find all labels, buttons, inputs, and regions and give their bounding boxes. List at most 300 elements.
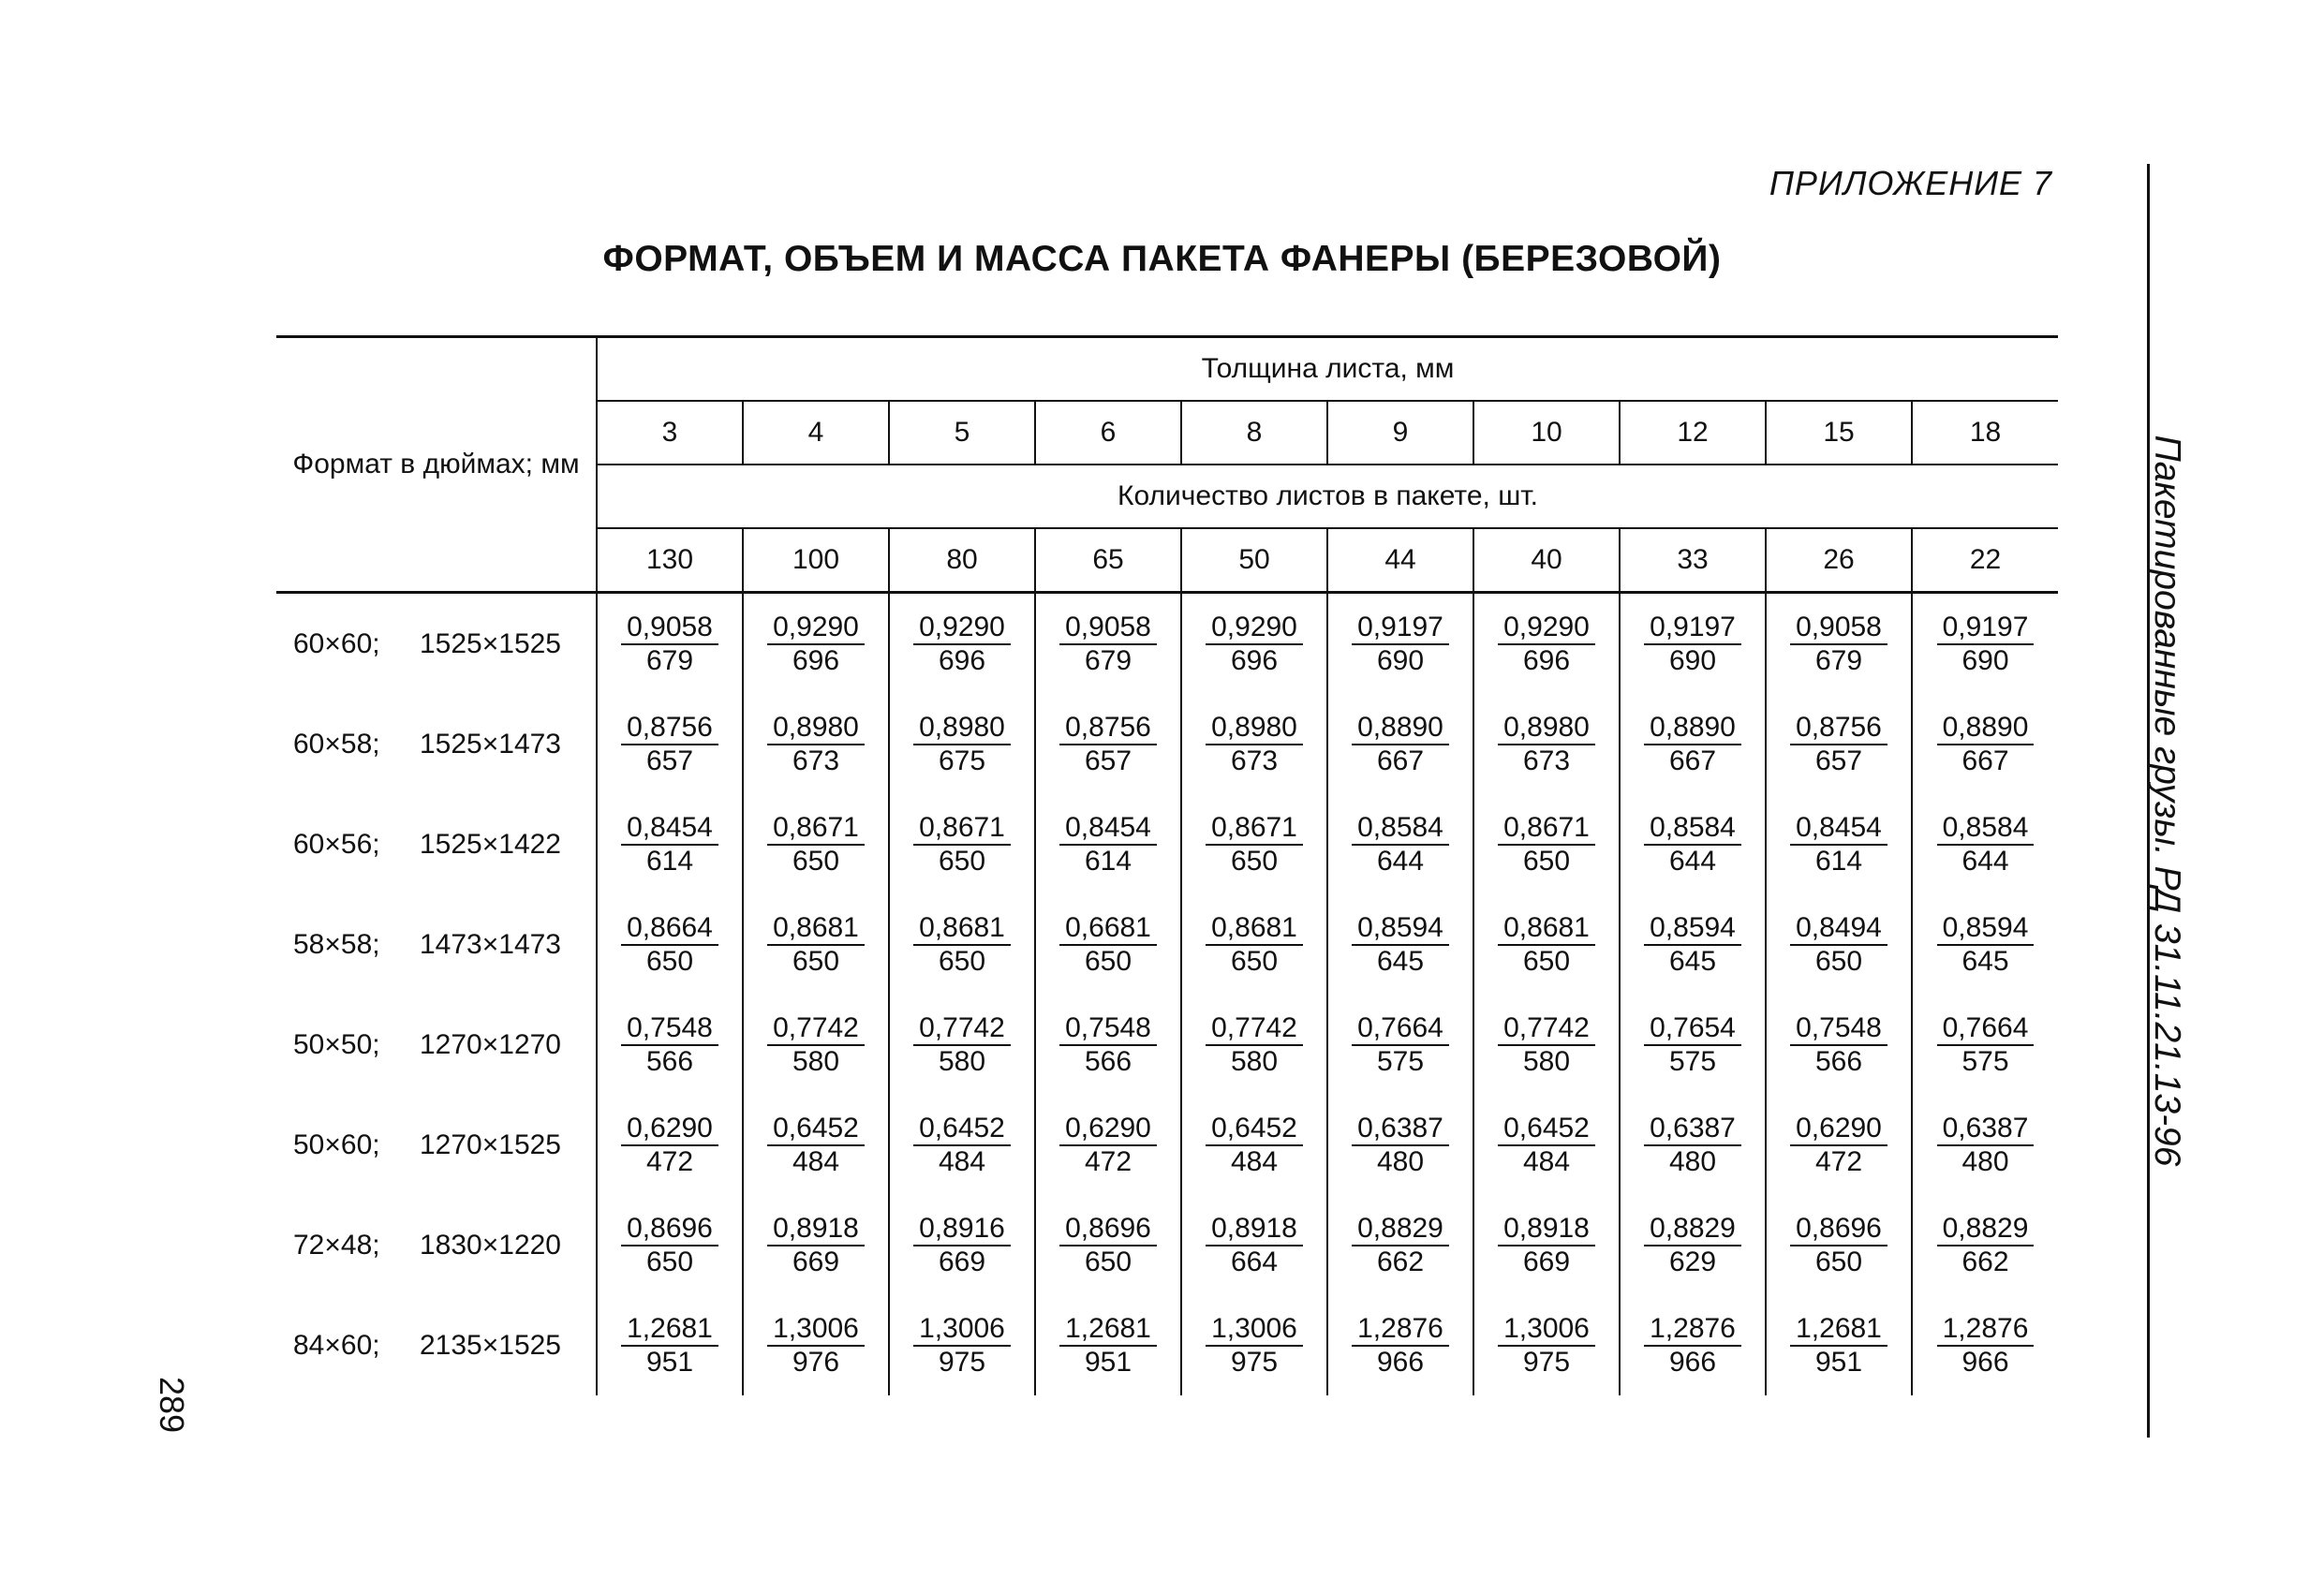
volume-mass-fraction	[1059, 712, 1157, 777]
format-inches: 60×60;	[293, 627, 380, 659]
mass-value: 975	[938, 1346, 986, 1378]
table-row	[276, 1295, 2058, 1395]
data-cell	[1912, 794, 2058, 894]
data-cell	[1766, 995, 1912, 1095]
volume-value: 0,7548	[1790, 1012, 1887, 1046]
data-cell	[1620, 694, 1766, 794]
volume-value: 0,6452	[767, 1113, 865, 1146]
volume-mass-fraction	[767, 1113, 865, 1178]
volume-value: 0,6387	[1644, 1113, 1741, 1146]
mass-value: 951	[1814, 1346, 1863, 1378]
data-cell	[597, 894, 743, 995]
volume-value: 0,6387	[1352, 1113, 1449, 1146]
mass-value: 667	[1376, 745, 1425, 776]
data-cell	[1766, 593, 1912, 695]
thickness-cell: 6	[1035, 401, 1181, 465]
volume-value: 0,7664	[1937, 1012, 2035, 1046]
data-cell	[1620, 1195, 1766, 1295]
mass-value: 673	[792, 745, 840, 776]
format-cell	[276, 593, 597, 695]
volume-value: 1,3006	[1206, 1313, 1303, 1347]
volume-mass-fraction	[1498, 1113, 1595, 1178]
data-cell	[1035, 794, 1181, 894]
format-cell	[276, 995, 597, 1095]
data-cell	[1473, 794, 1620, 894]
mass-value: 480	[1376, 1145, 1425, 1177]
mass-value: 696	[938, 644, 986, 676]
volume-value: 1,3006	[767, 1313, 865, 1347]
volume-value: 0,8671	[767, 812, 865, 846]
volume-value: 0,8594	[1644, 912, 1741, 946]
data-cell	[743, 1095, 889, 1195]
mass-value: 480	[1668, 1145, 1717, 1177]
mass-value: 657	[1084, 745, 1132, 776]
mass-value: 650	[792, 845, 840, 877]
mass-value: 667	[1668, 745, 1717, 776]
mass-value: 975	[1522, 1346, 1571, 1378]
mass-value: 657	[1814, 745, 1863, 776]
mass-value: 472	[1084, 1145, 1132, 1177]
data-cell	[889, 694, 1035, 794]
volume-mass-fraction	[621, 1213, 718, 1278]
mass-value: 657	[645, 745, 694, 776]
volume-mass-fraction	[1206, 1213, 1303, 1278]
data-cell	[1327, 894, 1473, 995]
volume-mass-fraction	[913, 612, 1011, 677]
volume-mass-fraction	[1059, 1313, 1157, 1379]
data-cell	[597, 694, 743, 794]
volume-value: 0,8696	[1790, 1213, 1887, 1246]
volume-value: 0,9290	[913, 612, 1011, 645]
volume-value: 1,2876	[1644, 1313, 1741, 1347]
data-cell	[1766, 1095, 1912, 1195]
volume-value: 0,8681	[1498, 912, 1595, 946]
appendix-label: ПРИЛОЖЕНИЕ 7	[1769, 164, 2052, 202]
mass-value: 480	[1961, 1145, 2009, 1177]
plywood-table	[276, 335, 2058, 1395]
mass-value: 472	[1814, 1145, 1863, 1177]
volume-value: 0,8494	[1790, 912, 1887, 946]
count-cell: 130	[597, 528, 743, 593]
volume-mass-fraction	[1352, 1012, 1449, 1078]
volume-mass-fraction	[1937, 812, 2035, 878]
volume-value: 0,8594	[1352, 912, 1449, 946]
data-cell	[743, 593, 889, 695]
data-cell	[597, 794, 743, 894]
mass-value: 580	[792, 1045, 840, 1077]
volume-mass-fraction	[1790, 1012, 1887, 1078]
volume-mass-fraction	[1059, 912, 1157, 978]
mass-value: 696	[792, 644, 840, 676]
mass-value: 566	[1084, 1045, 1132, 1077]
data-cell	[1912, 1195, 2058, 1295]
volume-mass-fraction	[1352, 812, 1449, 878]
data-cell	[1327, 694, 1473, 794]
volume-value: 0,9058	[1059, 612, 1157, 645]
data-cell	[1181, 1295, 1327, 1395]
format-mm: 1525×1422	[420, 828, 561, 860]
volume-mass-fraction	[1352, 1313, 1449, 1379]
data-cell	[1473, 894, 1620, 995]
mass-value: 662	[1961, 1246, 2009, 1277]
data-cell	[1912, 694, 2058, 794]
mass-value: 696	[1230, 644, 1279, 676]
mass-value: 650	[1522, 845, 1571, 877]
volume-mass-fraction	[913, 1213, 1011, 1278]
mass-value: 650	[1230, 945, 1279, 977]
volume-value: 0,8980	[913, 712, 1011, 745]
mass-value: 645	[1961, 945, 2009, 977]
data-cell	[1035, 1295, 1181, 1395]
mass-value: 669	[792, 1246, 840, 1277]
data-cell	[1035, 995, 1181, 1095]
volume-mass-fraction	[1937, 712, 2035, 777]
mass-value: 975	[1230, 1346, 1279, 1378]
volume-value: 0,9197	[1644, 612, 1741, 645]
count-cell: 26	[1766, 528, 1912, 593]
data-cell	[1766, 694, 1912, 794]
data-cell	[1620, 1095, 1766, 1195]
mass-value: 484	[938, 1145, 986, 1177]
data-cell	[1327, 1195, 1473, 1295]
mass-value: 484	[792, 1145, 840, 1177]
count-cell: 80	[889, 528, 1035, 593]
volume-mass-fraction	[1206, 812, 1303, 878]
volume-mass-fraction	[1644, 612, 1741, 677]
volume-value: 0,6387	[1937, 1113, 2035, 1146]
volume-mass-fraction	[913, 1113, 1011, 1178]
volume-value: 0,8980	[1498, 712, 1595, 745]
volume-value: 0,7742	[1498, 1012, 1595, 1046]
data-cell	[1473, 1095, 1620, 1195]
mass-value: 629	[1668, 1246, 1717, 1277]
mass-value: 690	[1668, 644, 1717, 676]
mass-value: 580	[1522, 1045, 1571, 1077]
format-cell	[276, 1095, 597, 1195]
volume-mass-fraction	[1790, 1113, 1887, 1178]
table-row	[276, 794, 2058, 894]
mass-value: 644	[1668, 845, 1717, 877]
data-cell	[1620, 794, 1766, 894]
mass-value: 566	[645, 1045, 694, 1077]
mass-value: 966	[1961, 1346, 2009, 1378]
data-cell	[1181, 1095, 1327, 1195]
volume-mass-fraction	[1790, 812, 1887, 878]
volume-value: 0,7742	[1206, 1012, 1303, 1046]
volume-value: 0,8756	[621, 712, 718, 745]
thickness-cell: 8	[1181, 401, 1327, 465]
data-cell	[1327, 995, 1473, 1095]
thickness-cell: 9	[1327, 401, 1473, 465]
volume-mass-fraction	[1937, 1313, 2035, 1379]
mass-value: 575	[1376, 1045, 1425, 1077]
volume-mass-fraction	[1498, 1213, 1595, 1278]
data-cell	[889, 1095, 1035, 1195]
volume-value: 0,9197	[1937, 612, 2035, 645]
mass-value: 696	[1522, 644, 1571, 676]
volume-mass-fraction	[913, 712, 1011, 777]
volume-mass-fraction	[1644, 1213, 1741, 1278]
data-cell	[1181, 794, 1327, 894]
data-cell	[597, 995, 743, 1095]
mass-value: 484	[1230, 1145, 1279, 1177]
mass-value: 664	[1230, 1246, 1279, 1277]
data-cell	[1327, 593, 1473, 695]
volume-value: 0,8454	[1059, 812, 1157, 846]
format-cell	[276, 1295, 597, 1395]
volume-mass-fraction	[1352, 912, 1449, 978]
count-cell: 40	[1473, 528, 1620, 593]
format-inches: 60×56;	[293, 828, 380, 860]
volume-mass-fraction	[1206, 712, 1303, 777]
volume-mass-fraction	[621, 1313, 718, 1379]
count-header: Количество листов в пакете, шт.	[597, 465, 2058, 528]
data-cell	[1035, 894, 1181, 995]
volume-mass-fraction	[1644, 1313, 1741, 1379]
volume-value: 0,6290	[1059, 1113, 1157, 1146]
format-cell	[276, 1195, 597, 1295]
volume-mass-fraction	[621, 912, 718, 978]
volume-mass-fraction	[767, 612, 865, 677]
data-cell	[743, 894, 889, 995]
volume-mass-fraction	[1790, 1213, 1887, 1278]
volume-value: 0,8584	[1937, 812, 2035, 846]
volume-value: 1,3006	[913, 1313, 1011, 1347]
data-cell	[1181, 995, 1327, 1095]
thickness-cell: 4	[743, 401, 889, 465]
mass-value: 690	[1961, 644, 2009, 676]
volume-mass-fraction	[767, 1313, 865, 1379]
mass-value: 673	[1230, 745, 1279, 776]
format-header: Формат в дюймах; мм	[276, 337, 597, 593]
thickness-cell: 10	[1473, 401, 1620, 465]
data-cell	[743, 794, 889, 894]
data-cell	[1766, 894, 1912, 995]
mass-value: 614	[1814, 845, 1863, 877]
volume-mass-fraction	[1790, 612, 1887, 677]
mass-value: 679	[645, 644, 694, 676]
data-cell	[1620, 593, 1766, 695]
mass-value: 667	[1961, 745, 2009, 776]
volume-value: 0,8890	[1644, 712, 1741, 745]
volume-value: 1,2681	[1059, 1313, 1157, 1347]
thickness-cell: 18	[1912, 401, 2058, 465]
data-cell	[1766, 1195, 1912, 1295]
volume-mass-fraction	[1059, 1113, 1157, 1178]
volume-value: 0,8980	[767, 712, 865, 745]
volume-value: 0,6452	[1206, 1113, 1303, 1146]
format-cell	[276, 894, 597, 995]
mass-value: 645	[1376, 945, 1425, 977]
volume-value: 0,8980	[1206, 712, 1303, 745]
volume-mass-fraction	[621, 612, 718, 677]
volume-value: 1,2876	[1352, 1313, 1449, 1347]
volume-mass-fraction	[621, 712, 718, 777]
mass-value: 669	[1522, 1246, 1571, 1277]
volume-value: 0,7664	[1352, 1012, 1449, 1046]
count-cell: 50	[1181, 528, 1327, 593]
volume-mass-fraction	[1498, 1012, 1595, 1078]
volume-value: 0,8756	[1059, 712, 1157, 745]
mass-value: 966	[1668, 1346, 1717, 1378]
volume-mass-fraction	[1206, 1113, 1303, 1178]
data-cell	[1035, 593, 1181, 695]
format-mm: 1473×1473	[420, 928, 561, 960]
mass-value: 472	[645, 1145, 694, 1177]
volume-value: 0,8918	[767, 1213, 865, 1246]
volume-value: 0,8594	[1937, 912, 2035, 946]
data-cell	[889, 593, 1035, 695]
data-cell	[1035, 1095, 1181, 1195]
data-cell	[1912, 1095, 2058, 1195]
format-mm: 1270×1525	[420, 1128, 561, 1160]
mass-value: 650	[938, 945, 986, 977]
volume-mass-fraction	[913, 1012, 1011, 1078]
mass-value: 650	[1522, 945, 1571, 977]
volume-value: 0,6290	[1790, 1113, 1887, 1146]
format-inches: 50×50;	[293, 1028, 380, 1060]
format-cell	[276, 694, 597, 794]
mass-value: 484	[1522, 1145, 1571, 1177]
volume-value: 0,8584	[1644, 812, 1741, 846]
volume-mass-fraction	[1498, 1313, 1595, 1379]
volume-value: 0,8664	[621, 912, 718, 946]
thickness-cell: 5	[889, 401, 1035, 465]
volume-mass-fraction	[913, 1313, 1011, 1379]
mass-value: 644	[1961, 845, 2009, 877]
data-cell	[1620, 894, 1766, 995]
mass-value: 690	[1376, 644, 1425, 676]
volume-mass-fraction	[1937, 1113, 2035, 1178]
volume-mass-fraction	[1206, 612, 1303, 677]
table-header	[276, 337, 2058, 593]
volume-value: 0,6681	[1059, 912, 1157, 946]
volume-mass-fraction	[621, 1012, 718, 1078]
mass-value: 566	[1814, 1045, 1863, 1077]
data-cell	[889, 1295, 1035, 1395]
volume-value: 0,8829	[1352, 1213, 1449, 1246]
thickness-cell: 15	[1766, 401, 1912, 465]
volume-mass-fraction	[1498, 712, 1595, 777]
data-cell	[889, 894, 1035, 995]
volume-mass-fraction	[1352, 1113, 1449, 1178]
mass-value: 976	[792, 1346, 840, 1378]
volume-value: 0,6452	[913, 1113, 1011, 1146]
count-cell: 33	[1620, 528, 1766, 593]
volume-value: 0,9058	[1790, 612, 1887, 645]
data-cell	[1327, 1095, 1473, 1195]
data-cell	[1473, 1195, 1620, 1295]
mass-value: 675	[938, 745, 986, 776]
format-inches: 60×58;	[293, 728, 380, 760]
volume-value: 0,6290	[621, 1113, 718, 1146]
mass-value: 650	[1230, 845, 1279, 877]
format-mm: 2135×1525	[420, 1329, 561, 1361]
count-cell: 100	[743, 528, 889, 593]
data-cell	[1766, 1295, 1912, 1395]
data-cell	[1912, 1295, 2058, 1395]
table-row	[276, 1095, 2058, 1195]
volume-mass-fraction	[1644, 712, 1741, 777]
mass-value: 645	[1668, 945, 1717, 977]
volume-value: 0,7548	[1059, 1012, 1157, 1046]
mass-value: 951	[1084, 1346, 1132, 1378]
mass-value: 673	[1522, 745, 1571, 776]
volume-value: 0,8916	[913, 1213, 1011, 1246]
volume-value: 0,8671	[1498, 812, 1595, 846]
volume-mass-fraction	[913, 812, 1011, 878]
volume-mass-fraction	[1790, 912, 1887, 978]
volume-mass-fraction	[621, 812, 718, 878]
volume-value: 0,8671	[1206, 812, 1303, 846]
volume-value: 0,8829	[1937, 1213, 2035, 1246]
data-cell	[1766, 794, 1912, 894]
data-cell	[1473, 995, 1620, 1095]
volume-mass-fraction	[767, 712, 865, 777]
volume-mass-fraction	[767, 912, 865, 978]
table-row	[276, 694, 2058, 794]
format-inches: 58×58;	[293, 928, 380, 960]
table-row	[276, 995, 2058, 1095]
data-cell	[889, 995, 1035, 1095]
mass-value: 580	[1230, 1045, 1279, 1077]
volume-value: 0,9197	[1352, 612, 1449, 645]
volume-mass-fraction	[767, 1213, 865, 1278]
volume-value: 1,3006	[1498, 1313, 1595, 1347]
volume-value: 0,8454	[621, 812, 718, 846]
volume-mass-fraction	[1498, 812, 1595, 878]
volume-mass-fraction	[1352, 712, 1449, 777]
mass-value: 650	[938, 845, 986, 877]
mass-value: 644	[1376, 845, 1425, 877]
data-cell	[1473, 593, 1620, 695]
volume-value: 0,8756	[1790, 712, 1887, 745]
volume-mass-fraction	[1059, 1012, 1157, 1078]
format-mm: 1525×1525	[420, 627, 561, 659]
volume-value: 0,8671	[913, 812, 1011, 846]
data-cell	[1181, 894, 1327, 995]
data-cell	[889, 794, 1035, 894]
format-cell	[276, 794, 597, 894]
volume-mass-fraction	[913, 912, 1011, 978]
mass-value: 650	[1814, 945, 1863, 977]
volume-mass-fraction	[1206, 1012, 1303, 1078]
volume-value: 0,8584	[1352, 812, 1449, 846]
volume-value: 0,7548	[621, 1012, 718, 1046]
volume-mass-fraction	[1059, 612, 1157, 677]
format-mm: 1525×1473	[420, 728, 561, 760]
mass-value: 650	[1814, 1246, 1863, 1277]
data-cell	[1327, 794, 1473, 894]
data-cell	[1912, 995, 2058, 1095]
volume-mass-fraction	[767, 1012, 865, 1078]
volume-value: 0,7742	[913, 1012, 1011, 1046]
data-cell	[1035, 694, 1181, 794]
data-cell	[1620, 995, 1766, 1095]
data-cell	[1620, 1295, 1766, 1395]
format-inches: 72×48;	[293, 1229, 380, 1261]
volume-mass-fraction	[1644, 812, 1741, 878]
volume-value: 0,9290	[767, 612, 865, 645]
data-cell	[1912, 894, 2058, 995]
data-cell	[597, 1195, 743, 1295]
volume-value: 0,8890	[1352, 712, 1449, 745]
volume-value: 0,9290	[1206, 612, 1303, 645]
data-cell	[743, 1295, 889, 1395]
table-row	[276, 593, 2058, 695]
volume-mass-fraction	[1352, 612, 1449, 677]
mass-value: 679	[1814, 644, 1863, 676]
